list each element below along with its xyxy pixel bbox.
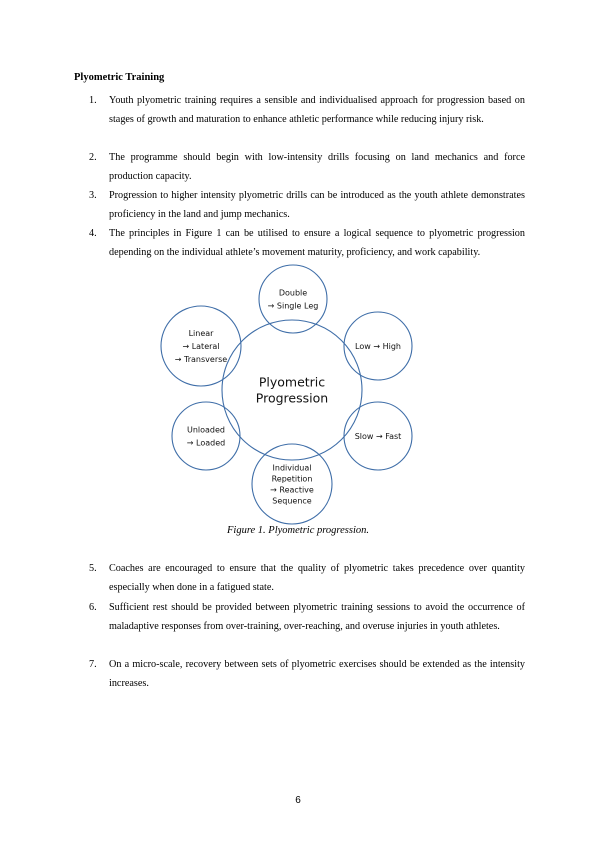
list-item-text: Progression to higher intensity plyometric drills can be introduced as the youth athlete demonstrates proficiency in the land and jump mechanics.: [109, 190, 525, 220]
figure-caption: Figure 1. Plyometric progression.: [226, 525, 370, 536]
list-item-number: 3.: [89, 190, 97, 201]
list-item-text: Youth plyometric training requires a sensible and individualised approach for progression based on stages of growth and maturation to enhance athletic performance while reducing injury risk.: [109, 95, 525, 125]
list-item-number: 7.: [89, 659, 97, 670]
list-item-number: 2.: [89, 152, 97, 163]
list-item-number: 4.: [89, 228, 97, 239]
node-label: Unloaded → Loaded: [186, 425, 226, 448]
section-heading: Plyometric Training: [74, 72, 165, 83]
list-item-number: 1.: [89, 95, 97, 106]
list-item-text: On a micro-scale, recovery between sets of plyometric exercises should be extended as the intensity increases.: [109, 659, 525, 689]
list-item: [89, 656, 525, 693]
node-circle: [172, 402, 240, 470]
node-circle: [259, 265, 327, 333]
node-label: Double → Single Leg: [267, 288, 319, 311]
node-label: Low → High: [355, 341, 401, 351]
center-label: Plyometric Progression: [255, 374, 329, 406]
list-item: [89, 560, 525, 597]
node-label: Individual Repetition → Reactive Sequence: [270, 463, 314, 506]
list-item-text: The programme should begin with low-intensity drills focusing on land mechanics and force production capacity.: [109, 152, 525, 182]
page-number: 6: [295, 795, 301, 806]
node-circle: [252, 444, 332, 524]
list-item-text: The principles in Figure 1 can be utilised to ensure a logical sequence to plyometric progression depending on the individual athlete’s movement maturity, proficiency, and work capability.: [109, 228, 525, 258]
node-label: Linear → Lateral → Transverse: [174, 328, 228, 364]
node-label: Slow → Fast: [354, 431, 402, 441]
list-item-text: Sufficient rest should be provided between plyometric training sessions to avoid the occurrence of maladaptive responses from over-training, over-reaching, and overuse injuries in youth athletes.: [109, 602, 525, 632]
list-item: [89, 599, 525, 636]
list-item-number: 5.: [89, 563, 97, 574]
list-item-number: 6.: [89, 602, 97, 613]
list-item-text: Coaches are encouraged to ensure that the quality of plyometric takes precedence over quantity especially when done in a fatigued state.: [109, 563, 525, 593]
